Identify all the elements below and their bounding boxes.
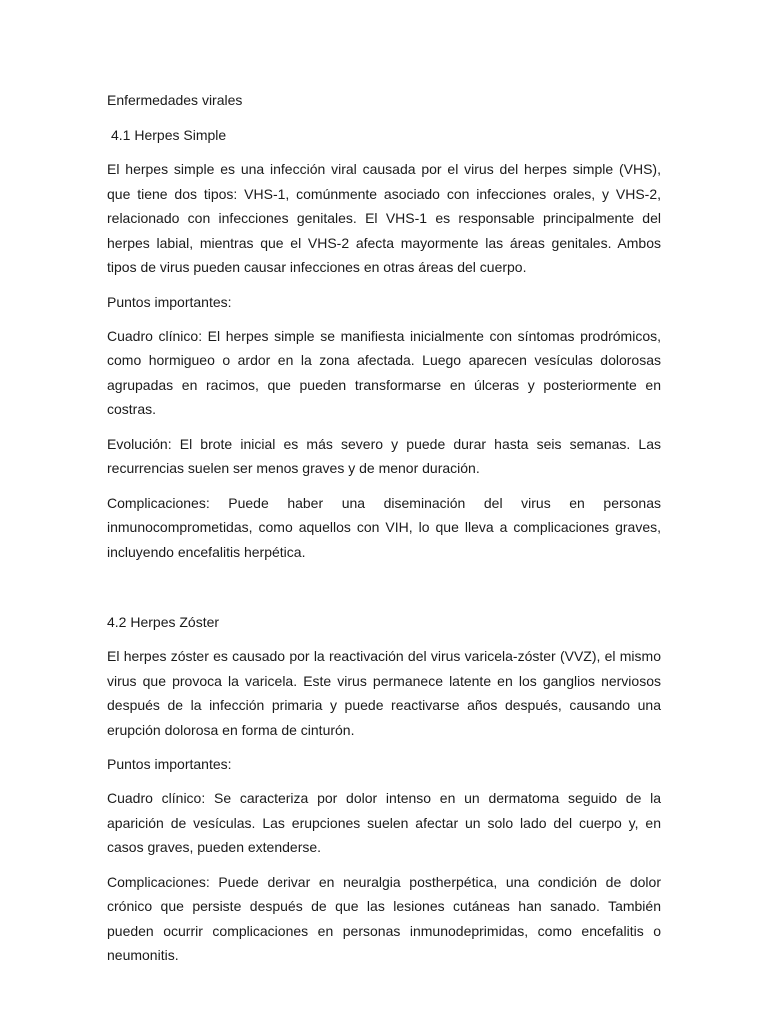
section-heading-herpes-zoster: 4.2 Herpes Zóster [107, 614, 220, 630]
paragraph-herpes-simple-cuadro: Cuadro clínico: El herpes simple se manifiesta inicialmente con síntomas prodrómicos, como hormigueo o ardor en la zona afectada. Luego aparecen vesículas dolorosas agrupadas en racimos, que pueden transformarse en úlceras y posteriormente en costras. [107, 327, 661, 417]
paragraph-herpes-zoster-complicaciones: Complicaciones: Puede derivar en neuralgia postherpética, una condición de dolor crónico que persiste después de que las lesiones cutáneas han sanado. También pueden ocurrir complicaciones en personas inmunodeprimidas, como encefalitis o neumonitis. [107, 873, 661, 963]
section-heading-herpes-simple: 4.1 Herpes Simple [111, 127, 227, 143]
document-title: Enfermedades virales [107, 92, 243, 108]
points-label-herpes-zoster: Puntos importantes: [107, 756, 232, 772]
document-page [107, 88, 661, 978]
paragraph-herpes-zoster-intro: El herpes zóster es causado por la reactivación del virus varicela-zóster (VVZ), el mismo virus que provoca la varicela. Este virus permanece latente en los ganglios nerviosos después de la infección primaria y puede reactivarse años después, causando una erupción dolorosa en forma de cinturón. [107, 648, 661, 738]
paragraph-herpes-simple-evolucion: Evolución: El brote inicial es más severo y puede durar hasta seis semanas. Las recurrencias suelen ser menos graves y de menor duración. [107, 435, 661, 476]
paragraph-herpes-simple-complicaciones: Complicaciones: Puede haber una diseminación del virus en personas inmunocomprometidas, como aquellos con VIH, lo que lleva a complicaciones graves, incluyendo encefalitis herpética. [107, 494, 661, 560]
section-spacer [107, 574, 661, 610]
paragraph-herpes-simple-intro: El herpes simple es una infección viral causada por el virus del herpes simple (VHS), que tiene dos tipos: VHS-1, comúnmente asociado con infecciones orales, y VHS-2, relacionado con infecciones genitales. El VHS-1 es responsable principalmente del herpes labial, mientras que el VHS-2 afecta mayormente las áreas genitales. Ambos tipos de virus pueden causar infecciones en otras áreas del cuerpo. [107, 161, 661, 275]
paragraph-herpes-zoster-cuadro: Cuadro clínico: Se caracteriza por dolor intenso en un dermatoma seguido de la aparición de vesículas. Las erupciones suelen afectar un solo lado del cuerpo y, en casos graves, pueden extenderse. [107, 790, 661, 855]
points-label-herpes-simple: Puntos importantes: [107, 293, 232, 310]
